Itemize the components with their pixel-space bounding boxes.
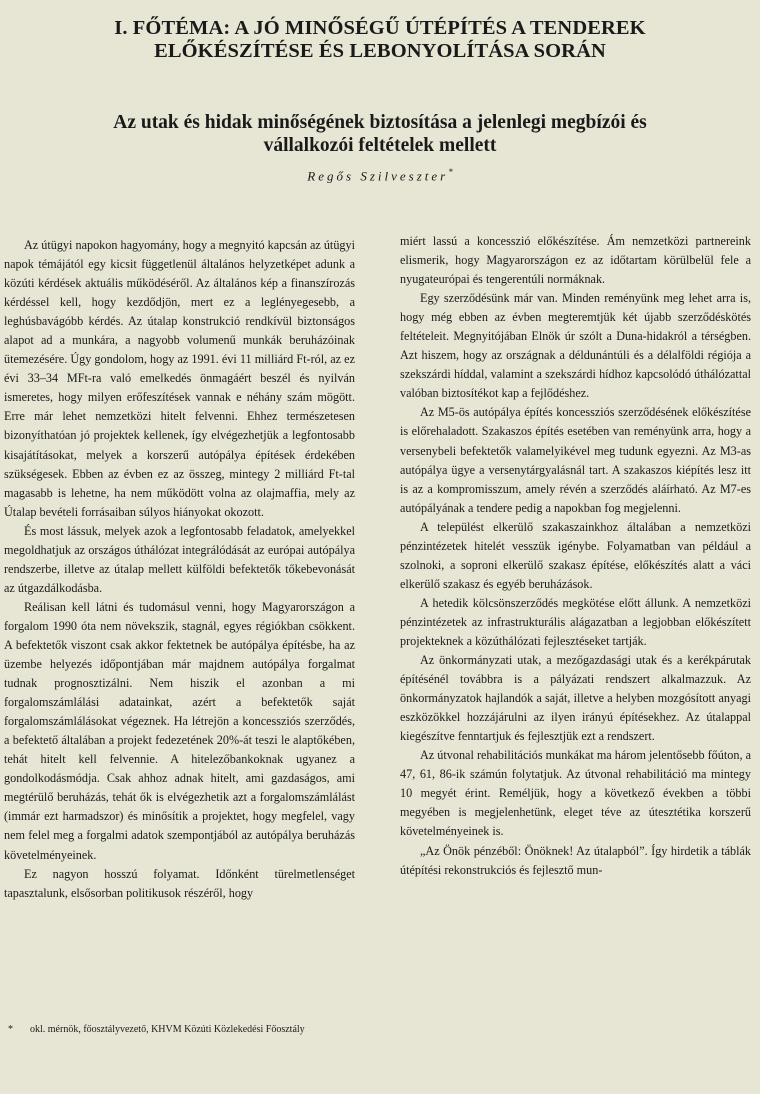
paragraph: Az útvonal rehabilitációs munkákat ma három jelentősebb főúton, a 47, 61, 86-ik számún folytatjuk. Az útvonal rehabilitáció ma mintegy 10 megyét érint. Reméljük, hogy a következő években a többi megyében is megjelenhetünk, eleget téve az útesztétika korszerű követelményeinek is. [400,748,751,839]
paragraph: Egy szerződésünk már van. Minden reményünk meg lehet arra is, hogy még ebben az évben megteremtjük két újabb szerződéskötés feltételeit. Megnyitójában Elnök úr szólt a Duna-hidakról a térségben. Azt hiszem, hogy az országnak a déldunántúli és a délalföldi régiója a szekszárdi híddal, valamint a szekszárdi hídhoz kapcsolódó úthálózattal valóban biztosítékot kap a fejlődéshez. [400,291,751,401]
paragraph: „Az Önök pénzéből: Önöknek! Az útalapból”. Így hirdetik a táblák útépítési rekonstrukciós és fejlesztő mun- [400,843,751,877]
paragraph: Ez nagyon hosszú folyamat. Időnként türelmetlenséget tapasztalunk, elsősorban politikusok részéről, hogy [4,866,355,900]
footnote [8,1023,359,1037]
paragraph: A települést elkerülő szakaszainkhoz általában a nemzetközi pénzintézetek hitelét vesszük igénybe. Folyamatban van például a szolnoki, a soproni elkerülő szakasz építése, előkészítés alatt a váci elkerülő szakasz és egyéb beruházások. [400,519,751,591]
main-title-line-2: ELŐKÉSZÍTÉSE ÉS LEBONYOLÍTÁSA SORÁN [154,40,606,62]
right-column [400,232,751,880]
main-title [40,17,720,63]
paragraph: A hetedik kölcsönszerződés megkötése előtt állunk. A nemzetközi pénzintézetek az infrastrukturális alágazatban a legjobban előkészített projekteknek a közúthálózati fejlesztéseket tartják. [400,595,751,648]
paragraph: Az M5-ös autópálya építés koncessziós szerződésének előkészítése is előrehaladott. Szakaszos építés esetében van reményünk arra, hogy a versenybeli befektetők valamelyikével meg tudunk egyezni. Az M3-as autópálya ügye a versenytárgyalásnál tart. A szakaszos kiépítés lesz itt is az a kompromisszum, amely révén a szerződés aláírható. Az M7-es autópályának a tendere pedig a napokban fog megjelenni. [400,405,751,515]
paragraph: És most lássuk, melyek azok a legfontosabb feladatok, amelyekkel megoldhatjuk az országos úthálózat integrálódását az európai autópálya rendszerbe, illetve az útalap mellett külföldi befektetők tőkebevonását az útgazdálkodásba. [4,523,355,595]
paragraph-continued: miért lassú a koncesszió előkészítése. Ám nemzetközi partnereink elismerik, hogy Magyarországon ez az időtartam körülbelül fele a nyugateurópai és tengerentúli normáknak. [400,234,751,287]
subtitle-line-1: Az utak és hidak minőségének biztosítása a jelenlegi megbízói és [113,112,647,133]
footnote-text: okl. mérnök, főosztályvezető, KHVM Közúti Közlekedési Főosztály [30,1024,305,1035]
subtitle-line-2: vállalkozói feltételek mellett [263,135,497,156]
author-name: Regős Szilveszter [307,168,449,184]
author-byline [0,167,760,184]
paragraph: Reálisan kell látni és tudomásul venni, hogy Magyarországon a forgalom 1990 óta nem növekszik, stagnál, egyes régiókban csökkent. A befektetők viszont csak akkor fektetnek be autópálya építésbe, ha az üzembe helyezés időpontjában már majdnem autópálya forgalmat tudnak prognosztizálni. Nem hiszik el azonban a mi forgalomszámlálási adatainkat, azért a befektetők saját forgalomszámlálásokat végeznek. Ha létrejön a koncessziós szerződés, a befektető általában a projekt fedezetének 20%-át teszi le alaptőkében, tehát hitelt kell felvennie. A hitelezőbankoknak ugyanez a gondolkodásmódja. Csak ahhoz adnak hitelt, ami gazdaságos, ami megtérülő beruházás, tehát ők is elvégezhetik azt a forgalomszámlálást (immár ezt harmadszor) és minősítik a projektet, hogy megfelel, vagy nem felel meg a forgalmi adatok szempontjából az autópálya beruházás követelményeinek. [4,599,355,862]
article-subtitle [60,111,700,157]
author-footnote-mark: * [448,167,453,177]
left-column [4,236,355,903]
main-title-line-1: I. FŐTÉMA: A JÓ MINŐSÉGŰ ÚTÉPÍTÉS A TENDEREK [114,17,646,39]
footnote-mark: * [8,1024,13,1035]
paragraph: Az útügyi napokon hagyomány, hogy a megnyitó kapcsán az útügyi napok témájától egy kicsit függetlenül általános helyzetképet adunk a közúti kérdések aktuális működéséről. Az általános kép a finanszírozás kérdéssel kell, hogy kezdődjön, mert ez a leglényegesebb, a leghúsbavágóbb kérdés. Az útalap konstrukció rendkívül biztonságos alapot ad a munkára, a nagyobb volumenű munkák beruházóinak ütemezésére. Úgy gondolom, hogy az 1991. évi 11 milliárd Ft-ról, az ez évi 33–34 MFt-ra való emelkedés önmagáért beszél és nyilván ismeretes, hogy milyen erőfeszítések vannak e néhány szám mögött. Erre már lehet nemzetközi hitelt felvenni. Ehhez természetesen bizonyíthatóan jó projektek kellenek, így elvégezhetjük a legfontosabb kisajátításokat, melyek a korszerű autópálya építések érdekében szükségesek. Ebben az évben ez az összeg, mintegy 2 milliárd Ft-tal magasabb is lehetne, ha nem működött volna az olajmaffia, mely az Útalap bevételi forrásaiban súlyos hiányokat okozott. [4,238,355,519]
paragraph: Az önkormányzati utak, a mezőgazdasági utak és a kerékpárutak építésénél továbbra is a pályázati rendszert alkalmazzuk. Az önkormányzatok hajlandók a saját, illetve a helyben mozgósított anyagi eszközökkel hozzájárulni az ilyen irányú építésekhez. Az útalappal kiegészítve fenntartjuk és fejlesztjük ezt a rendszert. [400,653,751,744]
